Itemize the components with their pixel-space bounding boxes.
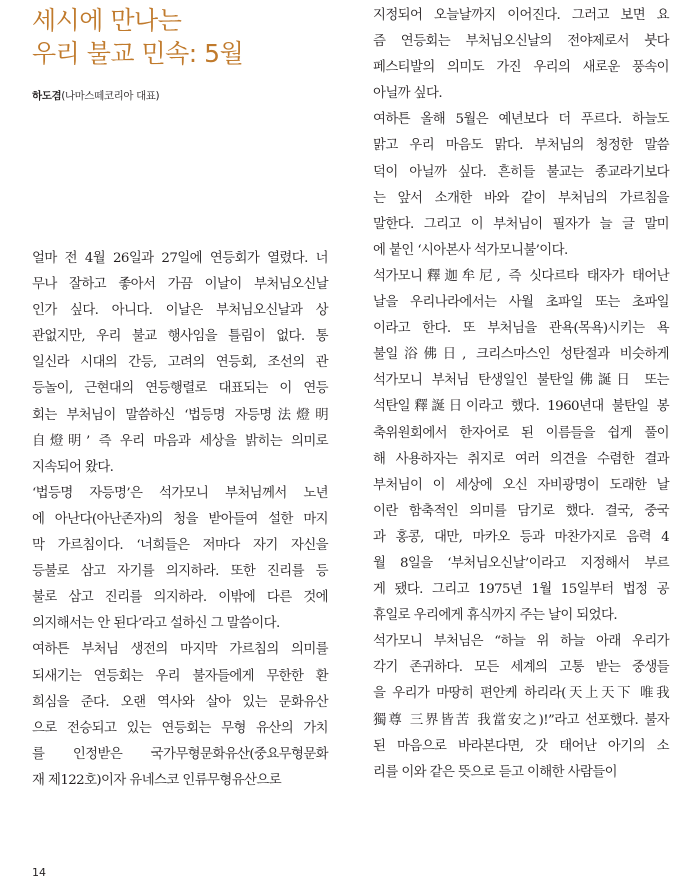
text-line: 해 사용하자는 취지로 여러 의견을 수렴한 결과 [373, 451, 669, 467]
text-line: 獨尊 三界皆苦 我當安之)!”라고 선포했다. 불자 [373, 712, 669, 728]
text-line: 아닐까 싶다. [373, 86, 442, 102]
right-text-column [373, 3, 669, 786]
text-line: 희심을 준다. 오랜 역사와 살아 있는 문화유산 [32, 694, 328, 710]
text-line: 날을 우리나라에서는 사월 초파일 또는 초파일 [373, 295, 669, 311]
text-line: 불로 삼고 진리를 의지하라. 이밖에 다른 것에 [32, 590, 328, 606]
text-line: 휴일로 우리에게 휴식까지 주는 날이 되었다. [373, 608, 617, 624]
text-line: 에 붙인 ‘시아본사 석가모니불’이다. [373, 242, 568, 258]
text-line: 등불로 삼고 자기를 의지하라. 또한 진리를 등 [32, 564, 328, 580]
left-text-column [32, 246, 328, 794]
text-line: 얼마 전 4월 26일과 27일에 연등회가 열렸다. 너 [32, 251, 328, 266]
text-line: 석가모니釋迦牟尼, 즉 싯다르타 태자가 태어난 [373, 268, 669, 284]
text-line: 덕이 아닐까 싶다. 흔히들 불교는 종교라기보다 [373, 164, 669, 180]
text-line: 무나 잘하고 좋아서 가끔 이날이 부처님오신날 [32, 277, 328, 293]
author-byline [32, 88, 159, 103]
text-line: 부처님이 이 세상에 오신 자비광명이 도래한 날 [373, 477, 669, 493]
text-line: 는 앞서 소개한 바와 같이 부처님의 가르침을 [373, 190, 669, 206]
page-number: 14 [32, 866, 46, 879]
text-line: 월 8일을 ‘부처님오신날’이라고 지정해서 부르 [373, 555, 669, 571]
text-line: 맑고 우리 마음도 맑다. 부처님의 청정한 말씀 [373, 138, 669, 154]
text-line: 이라고 한다. 또 부처님을 관욕(목욕)시키는 욕 [373, 321, 669, 337]
author-affiliation: (나마스떼코리아 대표) [61, 90, 160, 102]
text-line: 말한다. 그리고 이 부처님이 필자가 늘 글 말미 [373, 216, 669, 232]
text-line: 이란 함축적인 의미를 담기로 했다. 결국, 중국 [373, 503, 669, 519]
text-line: 재 제122호)이자 유네스코 인류무형유산으로 [32, 772, 282, 788]
text-line: 의지해서는 안 된다’라고 설하신 그 말씀이다. [32, 616, 280, 632]
text-line: 되새기는 연등회는 우리 불자들에게 무한한 환 [32, 668, 328, 684]
text-line: 과 홍콩, 대만, 마카오 등과 마찬가지로 음력 4 [373, 529, 669, 545]
text-line: 회는 부처님이 말씀하신 ‘법등명 자등명法燈明 [32, 407, 328, 423]
text-line: 을 우리가 마땅히 편안케 하리라(天上天下 唯我 [373, 686, 669, 702]
text-line: 여하튼 부처님 생전의 마지막 가르침의 의미를 [32, 642, 328, 658]
text-line: 즘 연등회는 부처님오신날의 전야제로서 붓다 [373, 34, 669, 50]
text-line: 를 인정받은 국가무형문화유산(중요무형문화 [32, 746, 328, 762]
text-line: 막 가르침이다. ‘너희들은 저마다 자기 자신을 [32, 538, 328, 554]
text-line: 에 아난다(아난존자)의 청을 받아들여 설한 마지 [32, 511, 328, 527]
text-line: 석탄일釋誕日이라고 했다. 1960년대 불탄일 봉 [373, 399, 669, 415]
text-line: 지속되어 왔다. [32, 459, 114, 475]
text-line: 페스티발의 의미도 가진 우리의 새로운 풍속이 [373, 60, 669, 76]
text-line: 여하튼 올해 5월은 예년보다 더 푸르다. 하늘도 [373, 112, 669, 128]
text-line: 인가 싶다. 아니다. 이날은 부처님오신날과 상 [32, 303, 328, 319]
title-line: 세시에 만나는 [32, 6, 182, 35]
text-line: 지정되어 오늘날까지 이어진다. 그러고 보면 요 [373, 8, 669, 23]
text-line: 각기 존귀하다. 모든 세계의 고통 받는 중생들 [373, 660, 669, 676]
text-line: 게 됐다. 그리고 1975년 1월 15일부터 법정 공 [373, 582, 669, 598]
text-line: 석가모니 부처님은 “하늘 위 하늘 아래 우리가 [373, 634, 669, 650]
text-line: ‘법등명 자등명’은 석가모니 부처님께서 노년 [32, 485, 328, 501]
text-line: 등놀이, 근현대의 연등행렬로 대표되는 이 연등 [32, 381, 328, 397]
text-line: 으로 전승되고 있는 연등회는 무형 유산의 가치 [32, 720, 328, 736]
text-line: 관없지만, 우리 불교 행사임을 틀림이 없다. 통 [32, 329, 328, 345]
author-name: 하도겸 [32, 90, 62, 102]
text-line: 리를 이와 같은 뜻으로 듣고 이해한 사람들이 [373, 764, 617, 780]
text-line: 自燈明’ 즉 우리 마음과 세상을 밝히는 의미로 [32, 433, 328, 449]
text-line: 된 마음으로 바라본다면, 갓 태어난 아기의 소 [373, 738, 669, 754]
text-line: 불일浴佛日, 크리스마스인 성탄절과 비슷하게 [373, 347, 669, 363]
text-line: 일신라 시대의 간등, 고려의 연등회, 조선의 관 [32, 355, 328, 371]
text-line: 축위원회에서 한자어로 된 이름들을 쉽게 풀이 [373, 425, 669, 441]
article-title [32, 4, 243, 70]
title-line: 우리 불교 민속: 5월 [32, 39, 244, 68]
text-line: 석가모니 부처님 탄생일인 불탄일佛誕日 또는 [373, 373, 669, 389]
